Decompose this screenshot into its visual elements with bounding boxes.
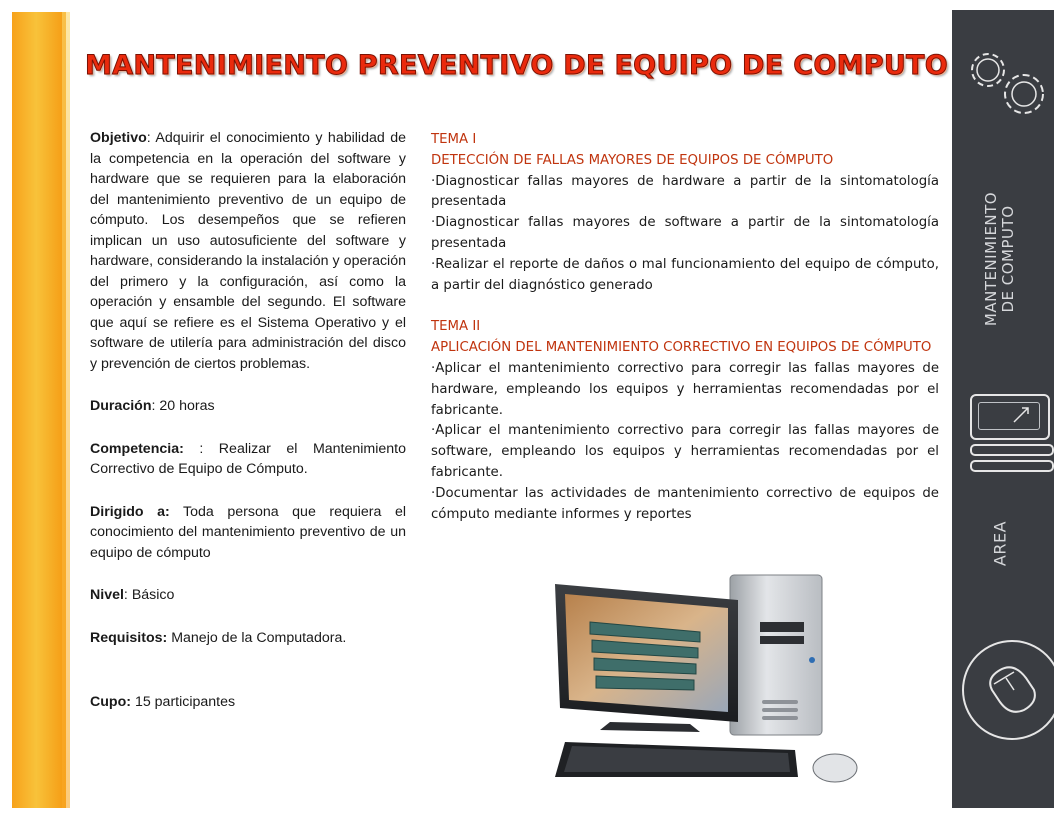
course-details	[90, 128, 406, 735]
requisitos-label: Requisitos:	[90, 629, 168, 646]
nivel-label: Nivel	[90, 587, 124, 603]
tema-2-section	[431, 317, 939, 525]
list-item: ·Documentar las actividades de mantenimiento correctivo de equipos de cómputo mediante informes y reportes	[431, 485, 939, 522]
objetivo-paragraph: Objetivo: Adquirir el conocimiento y habilidad de la competencia en la operación del software y hardware que se requieren para la elaboración del mantenimiento preventivo de un equipo de cómputo. Los desempeños que se refieren implican un uso autosuficiente del software y hardware, considerando la instalación y operación del primero y la configuración, así como la operación y ensamble del segundo. El software que aquí se refiere es el Sistema Operativo y el software de utilería para administración del disco y prevención de ciertos problemas.	[90, 130, 406, 372]
monitor-base-icon	[970, 444, 1054, 456]
computer-illustration	[550, 572, 870, 790]
sidebar-title	[983, 189, 1017, 329]
gear-icon	[996, 66, 1052, 122]
orange-accent-bar	[12, 12, 66, 808]
nivel-paragraph: Nivel: Básico	[90, 587, 175, 603]
tema-1-label: TEMA I	[431, 132, 477, 147]
sidebar-area-label: AREA	[990, 520, 1010, 567]
competencia-label: Competencia:	[90, 440, 184, 457]
dirigido-label: Dirigido a:	[90, 503, 170, 520]
requisitos-paragraph	[90, 628, 406, 649]
cupo-paragraph	[90, 692, 406, 713]
sidebar-title-line1: MANTENIMIENTO	[982, 191, 1000, 327]
mouse-icon	[962, 640, 1054, 740]
dirigido-text: Toda persona que requiera el conocimiento del mantenimiento preventivo de un equipo de cómputo	[90, 503, 407, 561]
list-item: ·Realizar el reporte de daños o mal funcionamiento del equipo de cómputo, a partir del diagnóstico generado	[431, 256, 939, 293]
tema-2-title: APLICACIÓN DEL MANTENIMIENTO CORRECTIVO EN EQUIPOS DE CÓMPUTO	[431, 340, 932, 356]
duracion-text: 20 horas	[159, 398, 215, 414]
competencia-paragraph	[90, 439, 406, 480]
list-item: ·Aplicar el mantenimiento correctivo para corregir las fallas mayores de hardware, empleando los equipos y herramientas recomendadas por el fabricante.	[431, 360, 939, 418]
cupo-text: 15 participantes	[134, 694, 236, 710]
requisitos-text: Manejo de la Computadora.	[171, 629, 347, 646]
cupo-label: Cupo:	[90, 694, 131, 710]
nivel-text: Básico	[131, 587, 175, 603]
objetivo-label: Objetivo	[90, 130, 147, 146]
list-item: ·Diagnosticar fallas mayores de software a partir de la sintomatología presentada	[431, 215, 939, 251]
duracion-paragraph: Duración: 20 horas	[90, 398, 215, 414]
duracion-label: Duración	[90, 398, 152, 414]
tema-1-section	[431, 130, 939, 296]
tema-1-title: DETECCIÓN DE FALLAS MAYORES DE EQUIPOS DE CÓMPUTO	[431, 152, 834, 168]
list-item: ·Aplicar el mantenimiento correctivo para corregir las fallas mayores de software, empleando los equipos y herramientas recomendadas por el fabricante.	[431, 423, 939, 480]
list-item: ·Diagnosticar fallas mayores de hardware a partir de la sintomatología presentada	[431, 173, 939, 210]
objetivo-text: Adquirir el conocimiento y habilidad de la competencia en la operación del software y hardware que se requieren para la elaboración del mantenimiento preventivo de un equipo de cómputo. Los desempeños que se refieren implican un uso autosuficiente del software y hardware, considerando la instalación y operación del primero y la configuración, así como la operación y ensamble del segundo. El software que aquí se refiere es el Sistema Operativo y el software de utilería para administración del disco y prevención de ciertos problemas.	[90, 130, 406, 372]
monitor-cursor-icon	[970, 394, 1050, 440]
page-title: MANTENIMIENTO PREVENTIVO DE EQUIPO DE COMPUTO	[85, 50, 949, 81]
topics-list	[431, 130, 939, 546]
tema-2-label: TEMA II	[431, 319, 481, 335]
sidebar-title-line2: DE COMPUTO	[999, 205, 1017, 313]
monitor-base-icon	[970, 460, 1054, 472]
dirigido-paragraph	[90, 502, 406, 564]
competencia-text: : Realizar el Mantenimiento Correctivo de Equipo de Cómputo.	[90, 440, 406, 477]
